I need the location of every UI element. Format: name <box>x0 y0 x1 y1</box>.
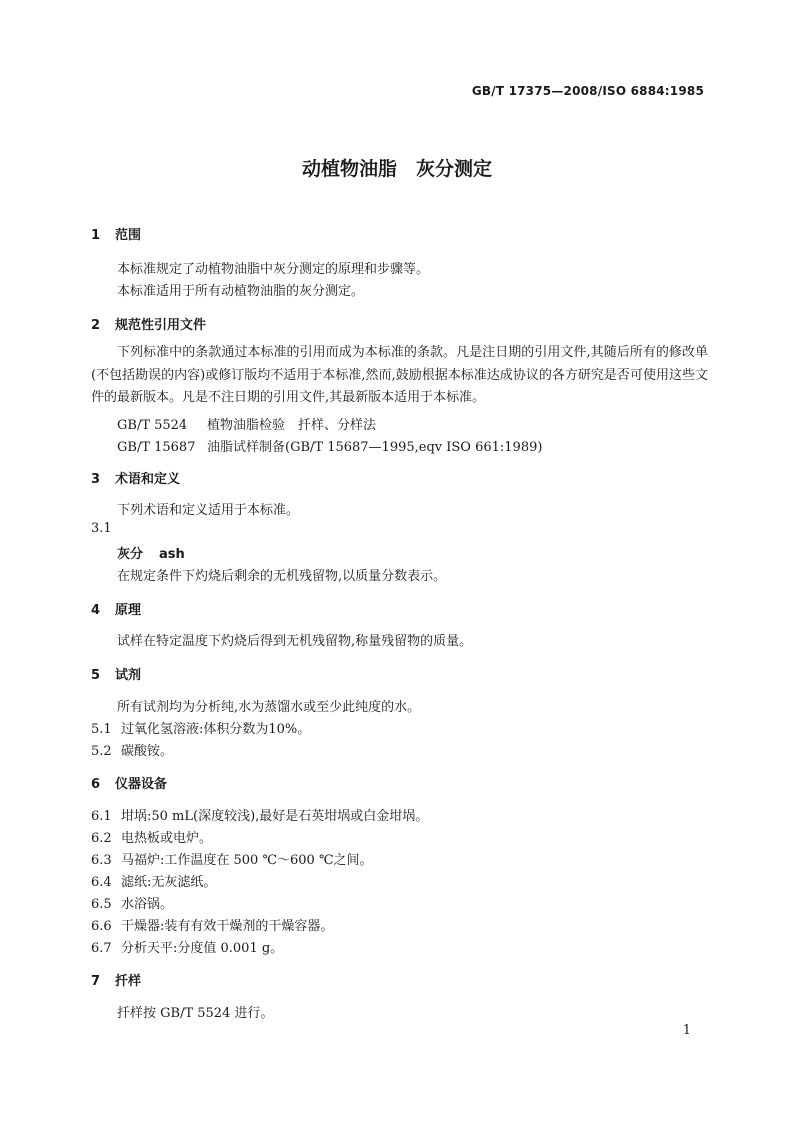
list-item <box>91 893 173 912</box>
section-4-paragraph: 试样在特定温度下灼烧后得到无机残留物,称量残留物的质量。 <box>117 634 473 649</box>
section-3-heading <box>91 468 180 487</box>
standard-code: GB/T 17375—2008/ISO 6884:1985 <box>471 84 704 98</box>
section-title: 扦样 <box>115 974 142 989</box>
item-number: 6.4 <box>91 875 112 890</box>
item-text: 坩埚:50 mL(深度较浅),最好是石英坩埚或白金坩埚。 <box>121 809 429 824</box>
term-definition: 在规定条件下灼烧后剩余的无机残留物,以质量分数表示。 <box>117 569 447 584</box>
section-number: 3 <box>91 472 101 487</box>
section-number: 2 <box>91 318 101 333</box>
reference-item <box>117 414 376 433</box>
reference-title: 植物油脂检验 扦样、分样法 <box>207 418 377 433</box>
item-text: 马福炉:工作温度在 500 ℃～600 ℃之间。 <box>121 853 373 868</box>
list-item <box>91 805 428 824</box>
subsection-number: 3.1 <box>91 521 112 536</box>
list-item <box>91 915 333 934</box>
term-chinese: 灰分 <box>117 547 144 562</box>
list-item <box>91 718 310 737</box>
item-text: 过氧化氢溶液:体积分数为10%。 <box>121 722 311 737</box>
section-2-heading <box>91 314 206 333</box>
item-number: 6.6 <box>91 919 112 934</box>
section-2-intro: 下列标准中的条款通过本标准的引用而成为本标准的条款。凡是注日期的引用文件,其随后所有的修改单(不包括勘误的内容)或修订版均不适用于本标准,然而,鼓励根据本标准达成协议的各方研究是否可使用这些文件的最新版本。凡是不注日期的引用文件,其最新版本适用于本标准。 <box>91 345 708 405</box>
document-title: 动植物油脂 灰分测定 <box>301 158 492 180</box>
list-item <box>91 849 373 868</box>
item-text: 干燥器:装有有效干燥剂的干燥容器。 <box>121 919 334 934</box>
section-1-heading <box>91 224 141 243</box>
item-number: 6.5 <box>91 897 112 912</box>
term-entry <box>117 543 185 562</box>
section-title: 范围 <box>115 228 142 243</box>
section-5-heading <box>91 664 141 683</box>
term-english: ash <box>159 547 185 562</box>
page-number: 1 <box>682 1023 691 1038</box>
reference-code: GB/T 15687 <box>117 440 196 455</box>
section-7-paragraph: 扦样按 GB/T 5524 进行。 <box>117 1006 274 1021</box>
reference-code: GB/T 5524 <box>117 418 188 433</box>
section-title: 试剂 <box>115 668 142 683</box>
item-number: 6.3 <box>91 853 112 868</box>
section-1-paragraph-2: 本标准适用于所有动植物油脂的灰分测定。 <box>117 284 365 299</box>
list-item <box>91 871 216 890</box>
list-item <box>91 740 173 759</box>
section-title: 规范性引用文件 <box>115 318 207 333</box>
section-number: 6 <box>91 777 101 792</box>
item-number: 5.2 <box>91 744 112 759</box>
item-text: 碳酸铵。 <box>121 744 174 759</box>
reference-item <box>117 436 542 455</box>
item-text: 水浴锅。 <box>121 897 174 912</box>
section-number: 1 <box>91 228 101 243</box>
item-text: 电热板或电炉。 <box>121 831 213 846</box>
list-item <box>91 937 283 956</box>
reference-title: 油脂试样制备(GB/T 15687—1995,eqv ISO 661:1989) <box>207 440 543 455</box>
section-title: 仪器设备 <box>115 777 168 792</box>
section-number: 5 <box>91 668 101 683</box>
section-7-heading <box>91 970 141 989</box>
section-3-intro: 下列术语和定义适用于本标准。 <box>117 503 300 518</box>
section-4-heading <box>91 599 141 618</box>
item-number: 5.1 <box>91 722 112 737</box>
section-title: 术语和定义 <box>115 472 181 487</box>
item-number: 6.7 <box>91 941 112 956</box>
item-text: 分析天平:分度值 0.001 g。 <box>121 941 284 956</box>
section-number: 7 <box>91 974 101 989</box>
section-title: 原理 <box>115 603 142 618</box>
section-number: 4 <box>91 603 101 618</box>
list-item <box>91 827 212 846</box>
section-5-intro: 所有试剂均为分析纯,水为蒸馏水或至少此纯度的水。 <box>117 700 421 715</box>
item-number: 6.1 <box>91 809 112 824</box>
section-6-heading <box>91 773 167 792</box>
section-1-paragraph-1: 本标准规定了动植物油脂中灰分测定的原理和步骤等。 <box>117 262 430 277</box>
item-number: 6.2 <box>91 831 112 846</box>
item-text: 滤纸:无灰滤纸。 <box>121 875 217 890</box>
